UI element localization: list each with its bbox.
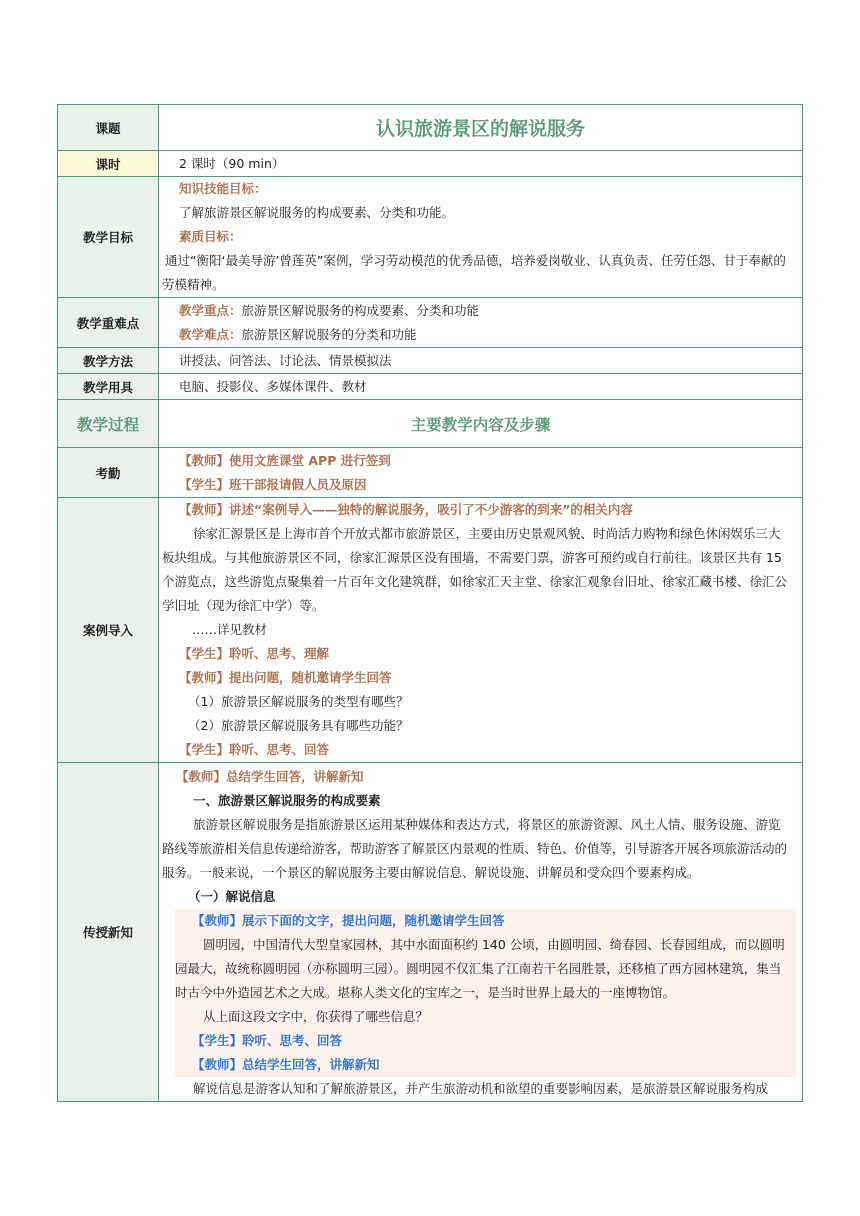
hours-value: 2 课时（90 min） [159,151,803,177]
topic-label: 课题 [58,105,159,151]
attendance-content [159,448,803,498]
teach-paragraph-2: 解说信息是游客认知和了解旅游景区，并产生旅游动机和欲望的重要影响因素，是旅游景区解说服务构成 [193,1081,769,1096]
attendance-student: 【学生】班干部报请假人员及原因 [179,476,367,492]
tools-label: 教学用具 [58,374,159,400]
teach-paragraph-1: 旅游景区解说服务是指旅游景区运用某种媒体和表达方式，将景区的旅游资源、风土人情、服务设施、游览路线等旅游相关信息传递给游客，帮助游客了解景区内景观的性质、特色、价值等，引导游客开展各项旅游活动的服务。一般来说，一个景区的解说服务主要由解说信息、解说设施、讲解员和受众四个要素构成。 [162,817,788,880]
teach-teacher-1: 【教师】总结学生回答，讲解新知 [176,769,364,784]
section-heading-1: 一、旅游景区解说服务的构成要素 [193,793,381,808]
lesson-title: 认识旅游景区的解说服务 [159,105,803,151]
quality-goal-text: 通过“衡阳‘最美导游’曾莲英”案例，学习劳动模范的优秀品德，培养爱岗敬业、认真负责、任劳任怨、甘于奉献的劳模精神。 [162,253,786,292]
process-label: 教学过程 [58,400,159,448]
goals-content [159,177,803,298]
hours-label: 课时 [58,151,159,177]
methods-label: 教学方法 [58,348,159,374]
lesson-plan-table [57,104,803,1102]
attendance-label: 考勤 [58,448,159,498]
case-label: 案例导入 [58,498,159,763]
shaded-activity-box [175,909,796,1077]
case-teacher-2: 【教师】提出问题，随机邀请学生回答 [179,670,392,685]
activity-student: 【学生】聆听、思考、回答 [192,1033,343,1048]
keypoints-label: 教学重难点 [58,298,159,348]
methods-value: 讲授法、问答法、讨论法、情景模拟法 [159,348,803,374]
difficult-point-text: 旅游景区解说服务的分类和功能 [241,326,417,342]
activity-text: 圆明园，中国清代大型皇家园林，其中水面面积约 140 公顷，由圆明园、绮春园、长春园组成，而以圆明园最大，故统称圆明园（亦称圆明三园）。圆明园不仅汇集了江南若干名园胜景，还移植了西方园林建筑，集当时古今中外造园艺术之大成。堪称人类文化的宝库之一，是当时世界上最大的一座博物馆。 [175,937,785,1000]
keypoints-content [159,298,803,348]
quality-goal-heading: 素质目标： [179,229,242,244]
key-point-text: 旅游景区解说服务的构成要素、分类和功能 [241,302,480,318]
activity-teacher-1: 【教师】展示下面的文字，提出问题，随机邀请学生回答 [192,913,505,928]
case-paragraph: 徐家汇源景区是上海市首个开放式都市旅游景区，主要由历史景观风貌、时尚活力购物和绿色休闲娱乐三大板块组成。与其他旅游景区不同，徐家汇源景区没有围墙，不需要门票，游客可预约或自行前往。该景区共有 15 个游览点，这些游览点聚集着一片百年文化建筑群，如徐家汇天主堂、徐家汇观象台旧址、徐家汇藏书楼、徐汇公学旧址（现为徐汇中学）等。 [162,526,788,613]
activity-teacher-2: 【教师】总结学生回答，讲解新知 [192,1057,380,1072]
knowledge-goal-text: 了解旅游景区解说服务的构成要素、分类和功能。 [179,205,455,220]
activity-question: 从上面这段文字中，你获得了哪些信息？ [203,1009,429,1024]
case-question-2: （2）旅游景区解说服务具有哪些功能？ [188,718,409,733]
section-heading-2: （一）解说信息 [188,889,276,904]
teach-content [159,763,803,1102]
case-student-2: 【学生】聆听、思考、回答 [179,742,330,757]
process-heading: 主要教学内容及步骤 [159,400,803,448]
case-teacher-1: 【教师】讲述“案例导入——独特的解说服务，吸引了不少游客的到来”的相关内容 [179,502,633,517]
case-student-1: 【学生】聆听、思考、理解 [179,646,330,661]
difficult-point-heading: 教学难点： [179,326,242,342]
case-question-1: （1）旅游景区解说服务的类型有哪些？ [188,694,409,709]
case-content [159,498,803,763]
key-point-heading: 教学重点： [179,302,242,318]
goals-label: 教学目标 [58,177,159,298]
teach-label: 传授新知 [58,763,159,1102]
knowledge-goal-heading: 知识技能目标： [179,181,267,196]
case-see-book: ……详见教材 [192,622,268,637]
attendance-teacher: 【教师】使用文旌课堂 APP 进行签到 [179,452,391,468]
tools-value: 电脑、投影仪、多媒体课件、教材 [159,374,803,400]
